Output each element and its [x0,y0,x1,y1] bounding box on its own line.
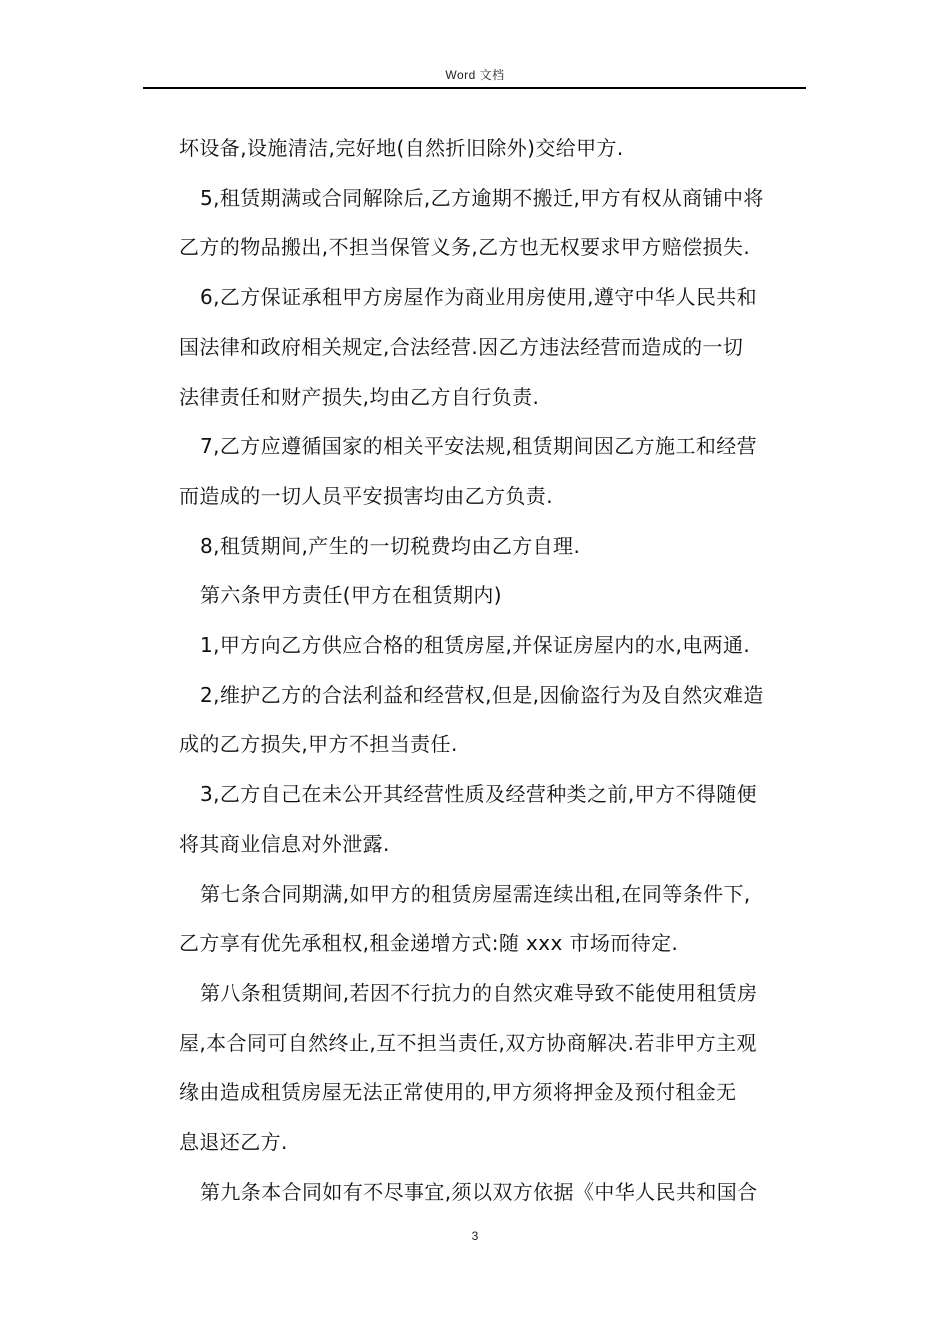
header-divider [143,87,806,89]
text-line: 2,维护乙方的合法利益和经营权,但是,因偷盗行为及自然灾难造 [200,682,764,707]
text-line: 缘由造成租赁房屋无法正常使用的,甲方须将押金及预付租金无 [179,1080,737,1105]
text-line: 屋,本合同可自然终止,互不担当责任,双方协商解决.若非甲方主观 [179,1030,757,1055]
paragraph [179,273,809,422]
text-line: 乙方的物品搬出,不担当保管义务,乙方也无权要求甲方赔偿损失. [179,235,751,260]
text-line: 第六条甲方责任(甲方在租赁期内) [200,583,503,608]
text-line: 5,租赁期满或合同解除后,乙方逾期不搬迁,甲方有权从商铺中将 [200,185,764,210]
text-line: 第七条合同期满,如甲方的租赁房屋需连续出租,在同等条件下, [200,881,751,906]
text-line: 乙方享有优先承租权,租金递增方式:随 xxx 市场而待定. [179,931,679,956]
paragraph [179,422,809,521]
paragraph [179,969,809,1168]
text-line: 息退还乙方. [179,1130,288,1155]
text-line: 第八条租赁期间,若因不行抗力的自然灾难导致不能使用租赁房 [200,980,758,1005]
text-line: 将其商业信息对外泄露. [179,831,390,856]
text-line: 国法律和政府相关规定,合法经营.因乙方违法经营而造成的一切 [179,334,744,359]
text-line: 6,乙方保证承租甲方房屋作为商业用房使用,遵守中华人民共和 [200,285,758,310]
paragraph [179,1168,809,1218]
paragraph [179,522,809,572]
text-line: 3,乙方自己在未公开其经营性质及经营种类之前,甲方不得随便 [200,782,758,807]
paragraph [179,671,809,770]
page-number: 3 [471,1229,479,1243]
text-line: 成的乙方损失,甲方不担当责任. [179,732,458,757]
text-line: 法律责任和财产损失,均由乙方自行负责. [179,384,540,409]
text-line: 而造成的一切人员平安损害均由乙方负责. [179,483,553,508]
paragraph [179,870,809,969]
text-line: 第九条本合同如有不尽事宜,须以双方依据《中华人民共和国合 [200,1179,758,1204]
text-line: 8,租赁期间,产生的一切税费均由乙方自理. [200,533,581,558]
paragraph [179,770,809,869]
page-header: Word 文档 [445,68,505,82]
text-line: 坏设备,设施清洁,完好地(自然折旧除外)交给甲方. [179,136,624,160]
text-line: 7,乙方应遵循国家的相关平安法规,租赁期间因乙方施工和经营 [200,434,758,459]
paragraph [179,174,809,273]
document-body [179,124,809,1217]
paragraph [179,621,809,671]
paragraph [179,124,809,174]
paragraph [179,571,809,621]
text-line: 1,甲方向乙方供应合格的租赁房屋,并保证房屋内的水,电两通. [200,633,751,658]
